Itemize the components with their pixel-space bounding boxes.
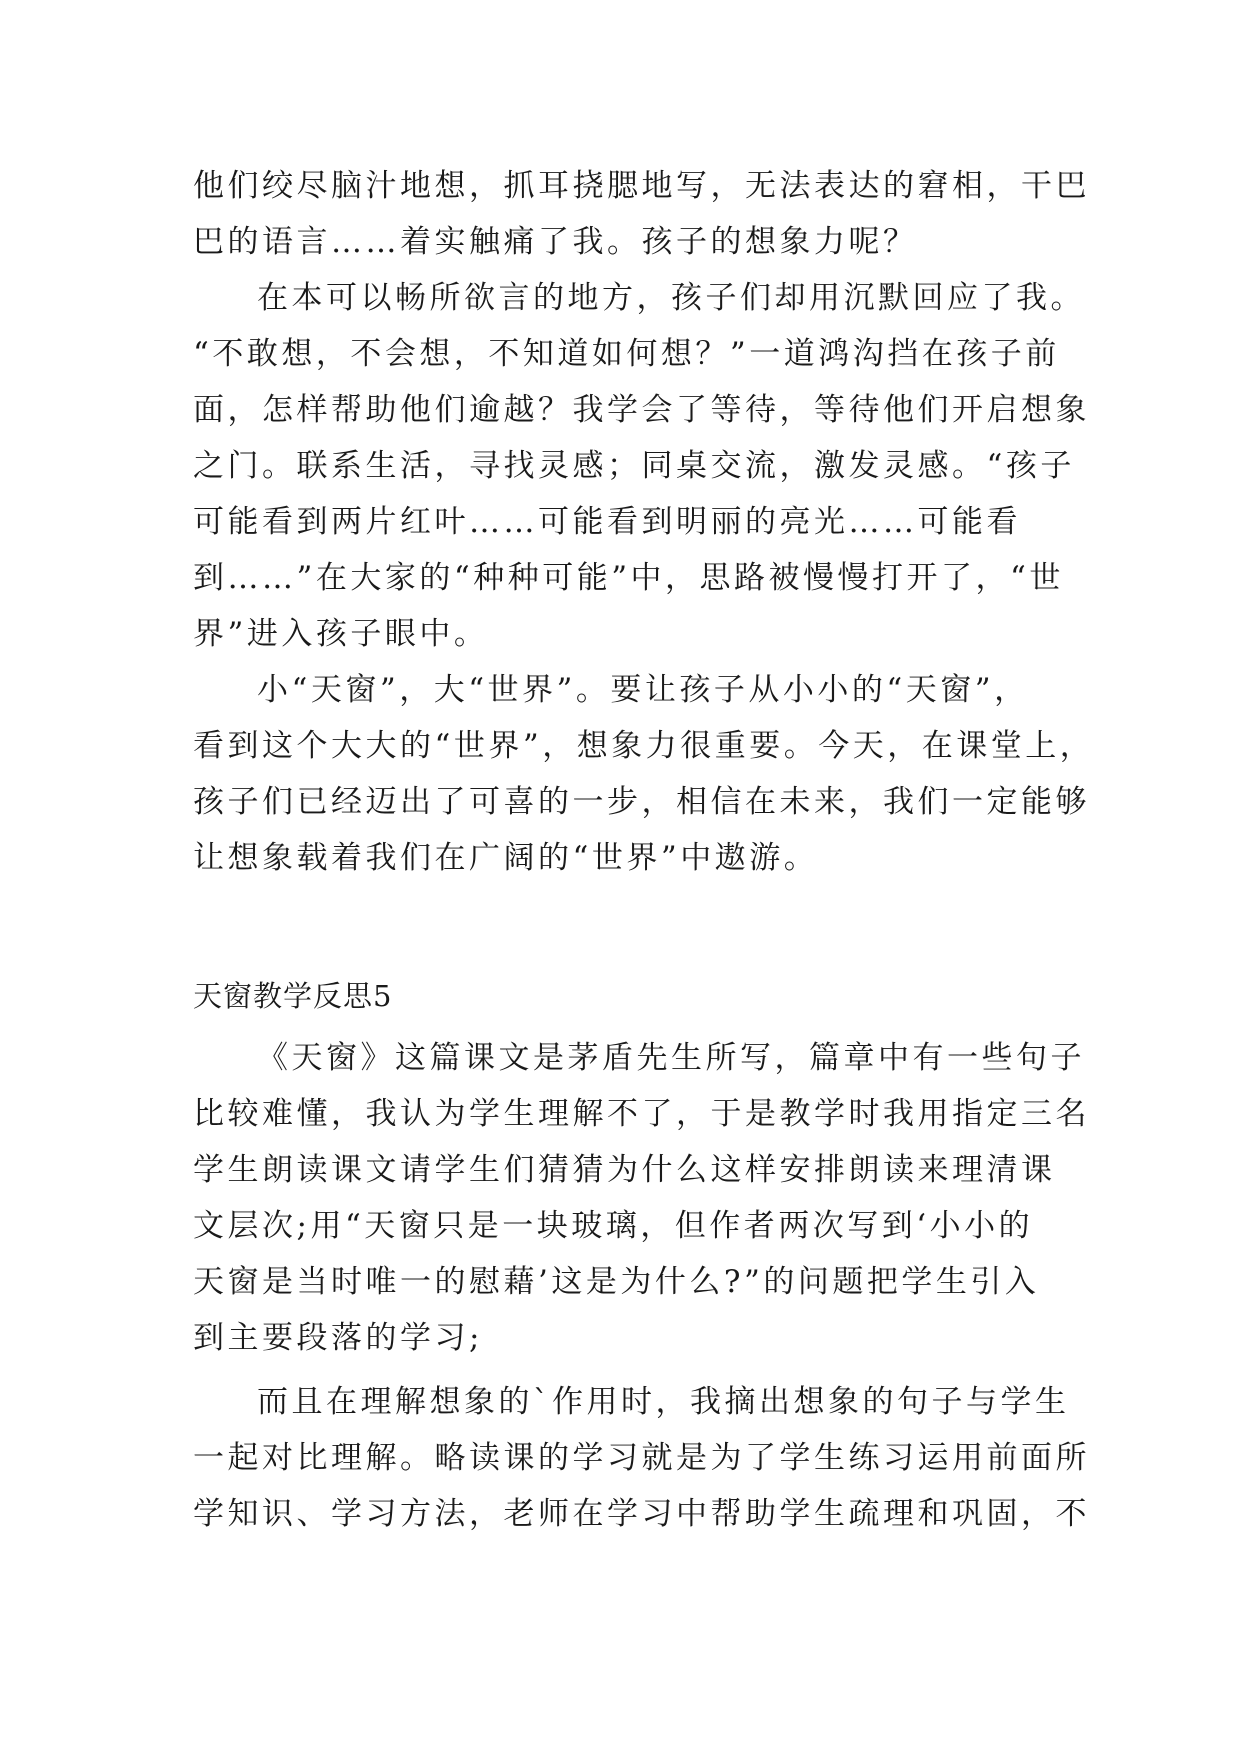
text-line: 界”进入孩子眼中。 [193, 616, 489, 652]
text-line: 《天窗》这篇课文是茅盾先生所写，篇章中有一些句子 [257, 1040, 1085, 1076]
section-heading: 天窗教学反思5 [193, 979, 393, 1013]
text-line: 巴的语言……着实触痛了我。孩子的想象力呢？ [193, 224, 918, 260]
text-line: 天窗是当时唯一的慰藉’这是为什么?”的问题把学生引入 [193, 1264, 1040, 1300]
text-block-lower [193, 1030, 1090, 1542]
text-line: 文层次;用“天窗只是一块玻璃，但作者两次写到‘小小的 [193, 1208, 1034, 1244]
text-line: 可能看到两片红叶……可能看到明丽的亮光……可能看 [193, 504, 1021, 540]
text-line: 到主要段落的学习; [193, 1320, 483, 1356]
text-line: “不敢想，不会想，不知道如何想？”一道鸿沟挡在孩子前 [193, 336, 1060, 372]
text-line: 到……”在大家的“种种可能”中，思路被慢慢打开了，“世 [193, 560, 1064, 596]
text-line: 之门。联系生活，寻找灵感；同桌交流，激发灵感。“孩子 [193, 448, 1075, 484]
text-line: 面，怎样帮助他们逾越？我学会了等待，等待他们开启想象 [193, 392, 1090, 428]
text-line: 他们绞尽脑汁地想，抓耳挠腮地写，无法表达的窘相，干巴 [193, 168, 1090, 204]
text-line: 而且在理解想象的`作用时，我摘出想象的句子与学生 [257, 1384, 1070, 1420]
text-line: 让想象载着我们在广阔的“世界”中遨游。 [193, 840, 819, 876]
text-line: 学知识、学习方法，老师在学习中帮助学生疏理和巩固，不 [193, 1496, 1090, 1532]
text-line: 看到这个大大的“世界”，想象力很重要。今天，在课堂上， [193, 728, 1095, 764]
text-line: 孩子们已经迈出了可喜的一步，相信在未来，我们一定能够 [193, 784, 1090, 820]
text-line: 学生朗读课文请学生们猜猜为什么这样安排朗读来理清课 [193, 1152, 1056, 1188]
text-line: 在本可以畅所欲言的地方，孩子们却用沉默回应了我。 [257, 280, 1085, 316]
text-block-upper [193, 158, 1095, 886]
text-line: 一起对比理解。略读课的学习就是为了学生练习运用前面所 [193, 1440, 1090, 1476]
text-line: 比较难懂，我认为学生理解不了，于是教学时我用指定三名 [193, 1096, 1090, 1132]
text-line: 小“天窗”，大“世界”。要让孩子从小小的“天窗”， [257, 672, 1029, 708]
